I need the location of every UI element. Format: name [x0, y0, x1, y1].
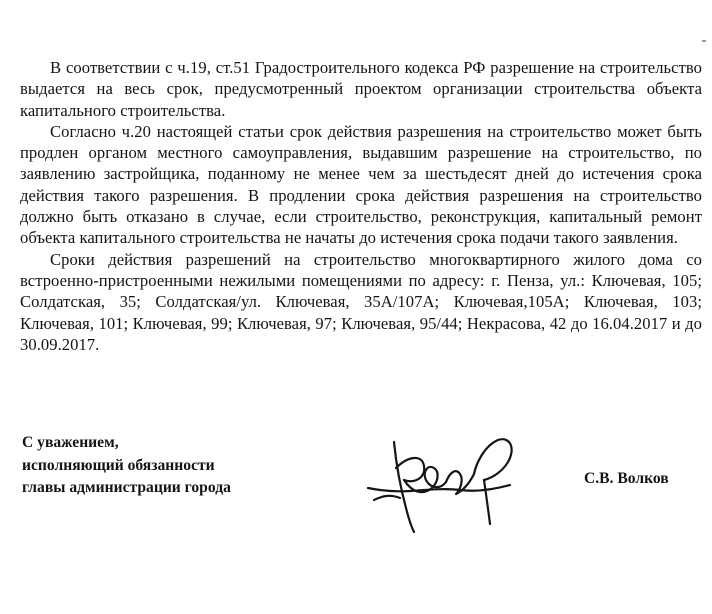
signatory-name: С.В. Волков: [584, 470, 669, 487]
paragraph-1: В соответствии с ч.19, ст.51 Градостроительного кодекса РФ разрешение на строительство выдается на весь срок, предусмотренный проектом организации строительства объекта капитального строительства.: [20, 58, 702, 120]
letter-body: [20, 57, 702, 355]
handwritten-signature-icon: [360, 428, 530, 536]
signature-block: [22, 432, 322, 500]
scan-artifact: [702, 40, 706, 42]
paragraph-2: Согласно ч.20 настоящей статьи срок действия разрешения на строительство может быть продлен органом местного самоуправления, выдавшим разрешение на строительство, по заявлению застройщика, поданному не менее чем за шестьдесят дней до истечения срока действия такого разрешения. В продлении срока действия разрешения на строительство должно быть отказано в случае, если строительство, реконструкция, капитальный ремонт объекта капитального строительства не начаты до истечения срока подачи такого заявления.: [20, 121, 702, 248]
position-line-1: исполняющий обязанности: [22, 456, 215, 474]
closing-line: С уважением,: [22, 434, 119, 451]
position-line-2: главы администрации города: [22, 479, 231, 496]
paragraph-3: Сроки действия разрешений на строительство многоквартирного жилого дома со встроенно-пристроенными нежилыми помещениями по адресу: г. Пенза, ул.: Ключевая, 105; Солдатская, 35; Солдатская/ул. Ключевая, 35А/107А; Ключевая,105А; Ключевая, 103; Ключевая, 101; Ключевая, 99; Ключевая, 97; Ключевая, 95/44; Некрасова, 42 до 16.04.2017 и до 30.09.2017.: [20, 249, 702, 354]
